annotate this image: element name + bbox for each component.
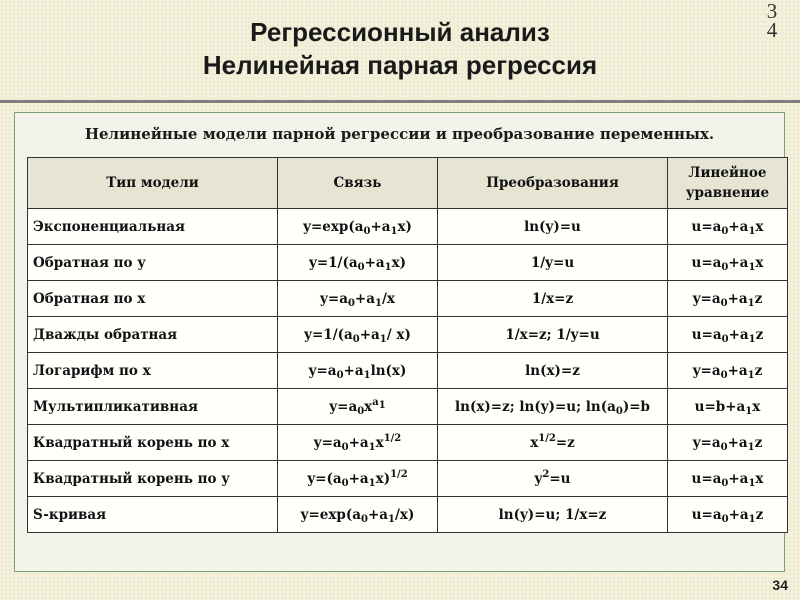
relation-cell: $y=(a_0+a_1x)^{1/2}$ [278,461,438,497]
relation-cell: $y=a_0+a_1x^{1/2}$ [278,425,438,461]
content-panel [14,112,785,572]
relation-cell: $y=a_0+a_1/x$ [278,281,438,317]
slide-number-top: 34 [766,0,778,42]
relation-cell: $y=1/(a_0+a_1/$ x) [278,317,438,353]
relation-cell: $y=\exp(a_0+a_1/x)$ [278,497,438,533]
header-relation: Связь [278,158,438,209]
slide-title [0,16,800,82]
title-divider [0,100,800,103]
linear-equation-cell: $y=a_0+a_1z$ [668,353,788,389]
linear-equation-cell: $u=a_0+a_1x$ [668,209,788,245]
transformation-cell: $y^2=u$ [438,461,668,497]
linear-equation-cell: $u=a_0+a_1x$ [668,461,788,497]
relation-cell: $y=a_0+a_1\ln(x)$ [278,353,438,389]
linear-equation-cell: $u=a_0+a_1x$ [668,245,788,281]
relation-cell: $y=\exp(a_0+a_1x)$ [278,209,438,245]
linear-equation-cell: $u=b+a_1x$ [668,389,788,425]
header-linear-equation: Линейное уравнение [668,158,788,209]
linear-equation-cell: $u=a_0+a_1z$ [668,497,788,533]
table-row [28,281,788,317]
table-row [28,389,788,425]
table-row [28,245,788,281]
transformation-cell: ln(y)=u [438,209,668,245]
model-name: Логарифм по х [28,353,278,389]
model-name: S-кривая [28,497,278,533]
model-name: Обратная по х [28,281,278,317]
model-name: Обратная по у [28,245,278,281]
table-row [28,497,788,533]
title-line-2: Нелинейная парная регрессия [202,50,598,80]
transformation-cell: ln(x)=z [438,353,668,389]
title-line-1: Регрессионный анализ [250,17,550,47]
linear-equation-cell: $u=a_0+a_1z$ [668,317,788,353]
table-row [28,425,788,461]
table-row [28,461,788,497]
transformation-cell: 1/y=u [438,245,668,281]
header-transformations: Преобразования [438,158,668,209]
table-caption: Нелинейные модели парной регрессии и преобразование переменных. [84,125,715,143]
relation-cell: $y=1/(a_0+a_1x)$ [278,245,438,281]
transformation-cell: 1/x=z [438,281,668,317]
transformation-cell: ln(x)=z; ln(y)=u; $\ln(a_0)=b$ [438,389,668,425]
table-row [28,353,788,389]
regression-models-table [27,157,788,533]
model-name: Квадратный корень по х [28,425,278,461]
linear-equation-cell: $y=a_0+a_1z$ [668,281,788,317]
table-row [28,209,788,245]
transformation-cell: ln(y)=u; 1/x=z [438,497,668,533]
linear-equation-cell: $y=a_0+a_1z$ [668,425,788,461]
model-name: Дважды обратная [28,317,278,353]
table-header-row [28,158,788,209]
slide-number-bottom: 34 [772,577,788,593]
table-row [28,317,788,353]
transformation-cell: $x^{1/2}=z$ [438,425,668,461]
header-model-type: Тип модели [28,158,278,209]
relation-cell: $y=a_0x^{a_1}$ [278,389,438,425]
model-name: Мультипликативная [28,389,278,425]
transformation-cell: 1/x=z; 1/y=u [438,317,668,353]
model-name: Экспоненциальная [28,209,278,245]
model-name: Квадратный корень по у [28,461,278,497]
